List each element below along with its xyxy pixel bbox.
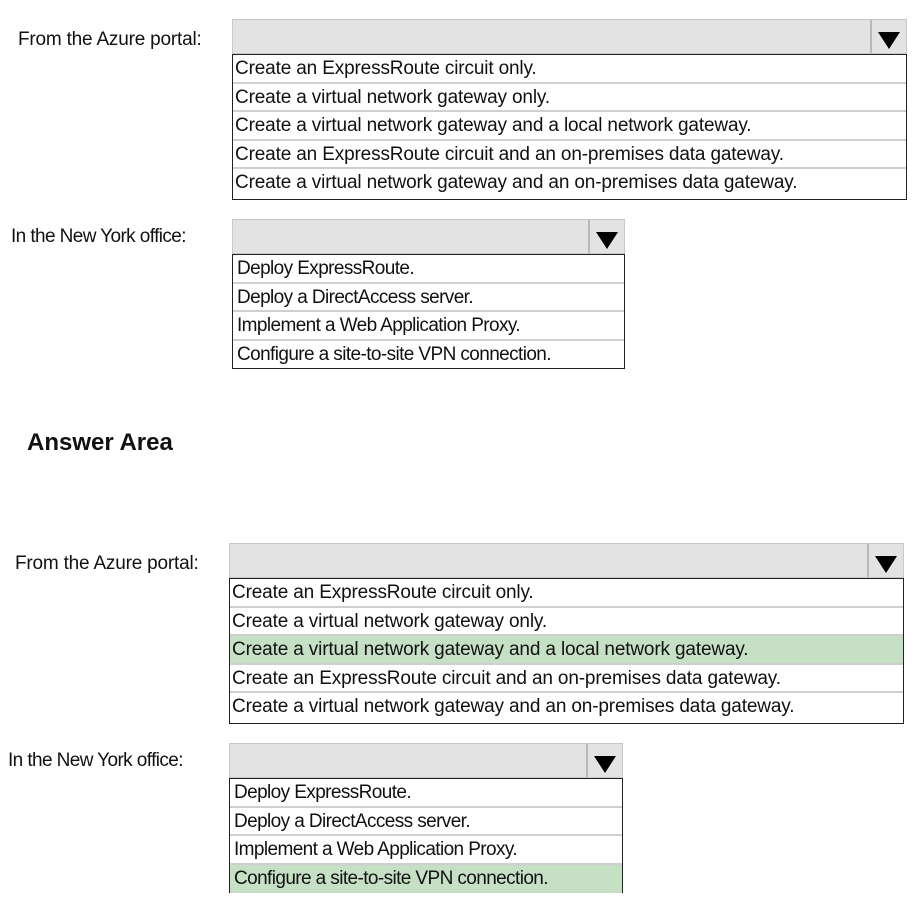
option-deploy-expressroute[interactable]: Deploy ExpressRoute.: [233, 255, 624, 284]
option-site-to-site-vpn[interactable]: Configure a site-to-site VPN connection.: [237, 343, 551, 365]
option-web-application-proxy[interactable]: Implement a Web Application Proxy.: [230, 836, 622, 865]
answer-area-heading: Answer Area: [27, 429, 173, 456]
new-york-office-dropdown[interactable]: [232, 219, 625, 369]
answer-azure-portal-dropdown[interactable]: [229, 543, 904, 725]
chevron-down-icon: [594, 756, 616, 773]
answer-new-york-office-dropdown[interactable]: [229, 743, 623, 893]
new-york-office-dropdown-header[interactable]: [232, 219, 625, 254]
dropdown-toggle-button[interactable]: [586, 744, 622, 777]
answer-new-york-office-label: In the New York office:: [8, 750, 183, 771]
option-deploy-directaccess[interactable]: Deploy a DirectAccess server.: [233, 284, 624, 313]
dropdown-toggle-button[interactable]: [870, 20, 906, 53]
answer-new-york-office-dropdown-header[interactable]: [229, 743, 623, 778]
chevron-down-icon: [875, 556, 897, 573]
option-vnet-gateway-only[interactable]: Create a virtual network gateway only.: [230, 608, 903, 637]
option-expressroute-and-data-gateway[interactable]: Create an ExpressRoute circuit and an on-premises data gateway.: [230, 665, 903, 694]
option-vnet-gateway-and-local-gateway[interactable]: Create a virtual network gateway and a local network gateway.: [233, 112, 906, 141]
answer-new-york-office-options-list: [229, 778, 623, 893]
option-vnet-gateway-and-local-gateway-correct[interactable]: Create a virtual network gateway and a local network gateway.: [230, 636, 903, 665]
azure-portal-label: From the Azure portal:: [18, 29, 202, 50]
azure-portal-dropdown-header[interactable]: [232, 19, 907, 54]
option-vnet-gateway-and-data-gateway[interactable]: Create a virtual network gateway and an on-premises data gateway.: [235, 172, 798, 193]
chevron-down-icon: [596, 232, 618, 249]
option-deploy-expressroute[interactable]: Deploy ExpressRoute.: [230, 779, 622, 808]
new-york-office-options-list: [232, 254, 625, 369]
chevron-down-icon: [878, 32, 900, 49]
azure-portal-dropdown[interactable]: [232, 19, 907, 201]
dropdown-toggle-button[interactable]: [867, 544, 903, 577]
option-vnet-gateway-only[interactable]: Create a virtual network gateway only.: [233, 84, 906, 113]
option-expressroute-circuit-only[interactable]: Create an ExpressRoute circuit only.: [230, 579, 903, 608]
option-site-to-site-vpn-correct[interactable]: Configure a site-to-site VPN connection.: [230, 865, 622, 894]
option-vnet-gateway-and-data-gateway[interactable]: Create a virtual network gateway and an on-premises data gateway.: [232, 696, 795, 717]
new-york-office-label: In the New York office:: [11, 226, 186, 247]
option-web-application-proxy[interactable]: Implement a Web Application Proxy.: [233, 312, 624, 341]
option-expressroute-and-data-gateway[interactable]: Create an ExpressRoute circuit and an on-premises data gateway.: [233, 141, 906, 170]
answer-azure-portal-dropdown-header[interactable]: [229, 543, 904, 578]
answer-azure-portal-label: From the Azure portal:: [15, 553, 199, 574]
dropdown-toggle-button[interactable]: [588, 220, 624, 253]
option-expressroute-circuit-only[interactable]: Create an ExpressRoute circuit only.: [233, 55, 906, 84]
azure-portal-options-list: [232, 54, 907, 200]
answer-azure-portal-options-list: [229, 578, 904, 724]
option-deploy-directaccess[interactable]: Deploy a DirectAccess server.: [230, 808, 622, 837]
